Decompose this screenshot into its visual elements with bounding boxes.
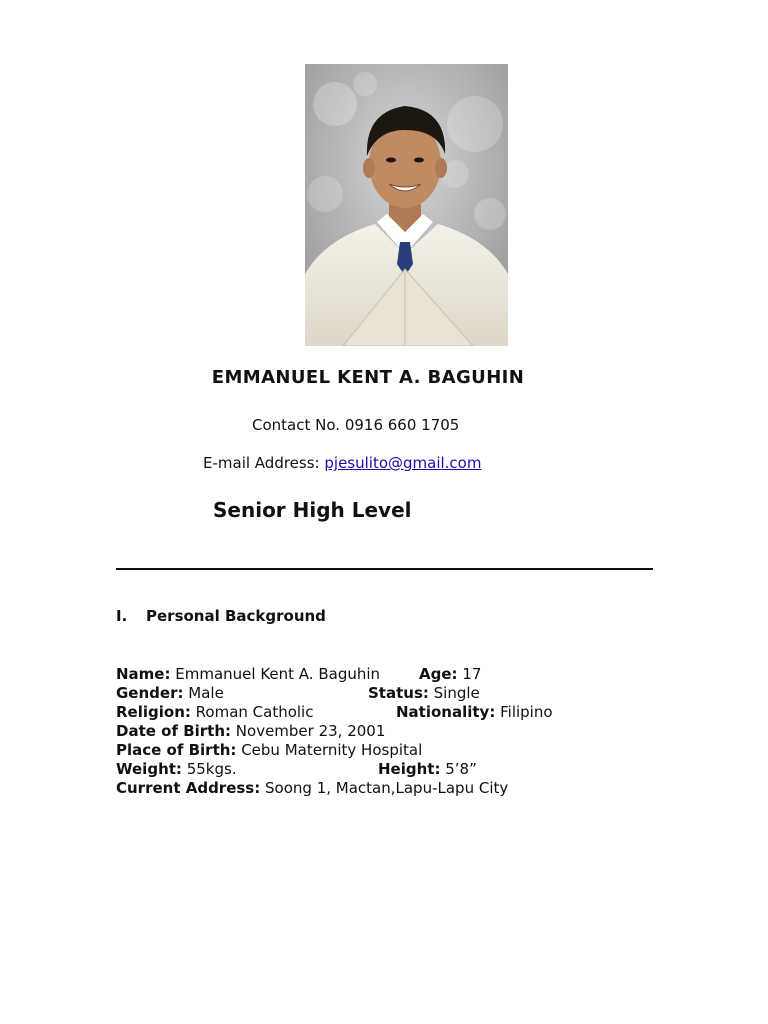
email-label: E-mail Address:: [203, 454, 320, 472]
field-value: 17: [462, 665, 482, 683]
email-address: [203, 454, 481, 472]
field-gender: [116, 684, 224, 702]
field-nationality: [396, 703, 553, 721]
contact-number: [252, 416, 459, 434]
applicant-name-heading: EMMANUEL KENT A. BAGUHIN: [211, 367, 525, 388]
profile-photo: [305, 64, 508, 346]
field-weight: [116, 760, 237, 778]
field-value: Emmanuel Kent A. Baguhin: [175, 665, 381, 683]
section-title: [116, 607, 326, 625]
field-label: Name:: [116, 665, 171, 683]
field-value: Roman Catholic: [195, 703, 314, 721]
field-name: [116, 665, 380, 683]
field-value: Male: [188, 684, 224, 702]
field-label: Gender:: [116, 684, 184, 702]
field-value: Single: [433, 684, 480, 702]
field-value: 5’8”: [445, 760, 477, 778]
field-age: [419, 665, 481, 683]
field-label: Current Address:: [116, 779, 261, 797]
field-label: Height:: [378, 760, 441, 778]
contact-value: 0916 660 1705: [344, 416, 460, 434]
field-height: [378, 760, 477, 778]
field-label: Date of Birth:: [116, 722, 232, 740]
field-religion: [116, 703, 313, 721]
field-date-of-birth: [116, 722, 385, 740]
field-label: Religion:: [116, 703, 191, 721]
field-value: Filipino: [500, 703, 553, 721]
field-value: Soong 1, Mactan,Lapu-Lapu City: [265, 779, 509, 797]
contact-label: Contact No.: [252, 416, 341, 434]
divider-line: [116, 568, 653, 570]
section-number: I.: [116, 607, 128, 625]
field-current-address: [116, 779, 508, 797]
field-label: Age:: [419, 665, 458, 683]
field-label: Nationality:: [396, 703, 496, 721]
field-label: Weight:: [116, 760, 182, 778]
field-value: November 23, 2001: [235, 722, 386, 740]
field-value: 55kgs.: [186, 760, 237, 778]
field-label: Status:: [368, 684, 429, 702]
section-heading: Personal Background: [146, 607, 326, 625]
field-place-of-birth: [116, 741, 422, 759]
field-status: [368, 684, 480, 702]
education-level: Senior High Level: [213, 498, 412, 522]
field-value: Cebu Maternity Hospital: [241, 741, 423, 759]
email-link[interactable]: pjesulito@gmail.com: [324, 454, 482, 472]
field-label: Place of Birth:: [116, 741, 237, 759]
